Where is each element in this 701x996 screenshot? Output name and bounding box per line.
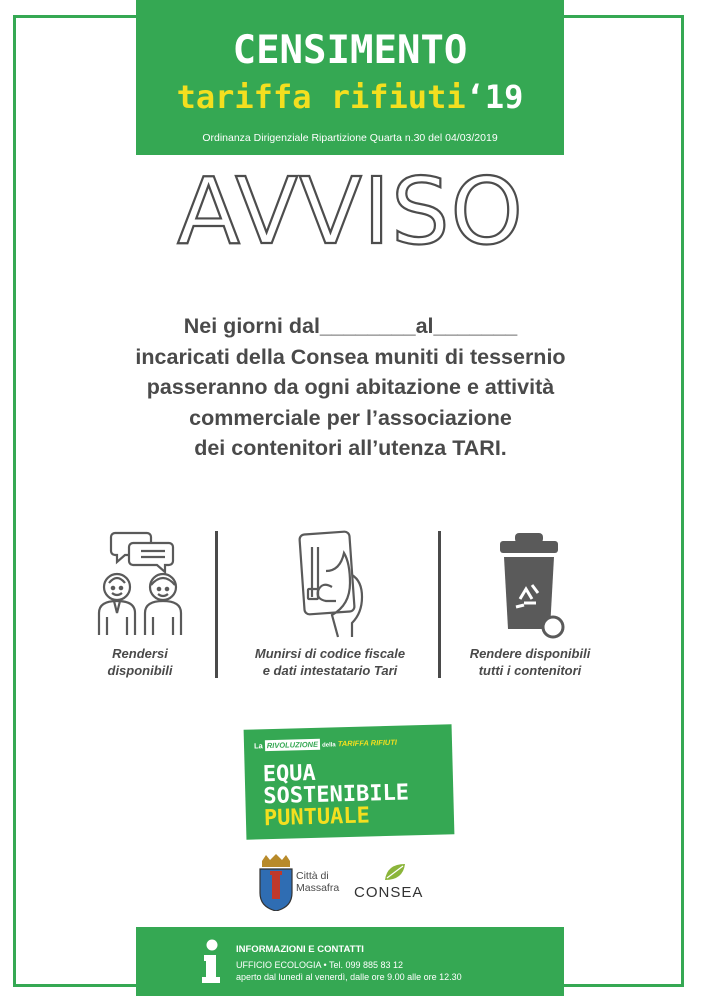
footer-hours: aperto dal lunedì al venerdì, dalle ore 9.00 alle ore 12.30 bbox=[236, 972, 462, 982]
step-caption-3 bbox=[430, 645, 630, 679]
notice-line: dei contenitori all’utenza TARI. bbox=[194, 436, 507, 460]
promo-tagline bbox=[254, 738, 397, 751]
promo-end: TARIFFA RIFIUTI bbox=[337, 737, 398, 749]
footer-contact: UFFICIO ECOLOGIA • Tel. 099 885 83 12 bbox=[236, 960, 404, 970]
notice-line: passeranno da ogni abitazione e attività bbox=[146, 375, 555, 399]
promo-line-3: PUNTUALE bbox=[263, 803, 371, 832]
city-crest-logo bbox=[258, 853, 294, 911]
promo-banner bbox=[244, 724, 455, 839]
step-caption-2 bbox=[230, 645, 430, 679]
notice-line: commerciale per l’associazione bbox=[189, 405, 512, 430]
hand-holding-card-icon bbox=[280, 527, 380, 639]
notice-line: incaricati della Consea muniti di tessernio bbox=[135, 344, 566, 369]
caption-line: tutti i contenitori bbox=[478, 663, 582, 678]
caption-line: e dati intestatario Tari bbox=[262, 663, 398, 678]
promo-mid: della bbox=[321, 742, 336, 749]
step-3 bbox=[440, 527, 620, 639]
consea-name: CONSEA bbox=[354, 884, 424, 901]
city-name bbox=[296, 870, 339, 894]
footer-banner bbox=[136, 927, 564, 996]
header-banner bbox=[136, 0, 564, 155]
footer-title: INFORMAZIONI E CONTATTI bbox=[236, 944, 364, 955]
promo-highlight: RIVOLUZIONE bbox=[265, 739, 321, 751]
recycle-bin-icon bbox=[480, 527, 580, 639]
ordinance-text: Ordinanza Dirigenziale Ripartizione Quarta n.30 del 04/03/2019 bbox=[202, 132, 498, 144]
people-talking-icon bbox=[85, 527, 195, 639]
city-name-line: Città di bbox=[296, 870, 329, 882]
consea-leaf-logo bbox=[383, 862, 407, 882]
city-name-line: Massafra bbox=[296, 882, 340, 894]
headline-text: AVVISO bbox=[177, 158, 524, 265]
step-1 bbox=[50, 527, 230, 639]
header-title: CENSIMENTO bbox=[232, 28, 468, 73]
promo-line-2: SOSTENIBILE bbox=[263, 780, 410, 810]
promo-pre: La bbox=[253, 741, 263, 751]
step-caption-1 bbox=[40, 645, 240, 679]
header-subtitle bbox=[136, 78, 564, 116]
subtitle-year: ‘19 bbox=[465, 78, 524, 116]
step-2 bbox=[240, 527, 420, 639]
notice-line: Nei giorni dal________al_______ bbox=[183, 314, 518, 338]
caption-line: disponibili bbox=[107, 663, 173, 678]
caption-line: Rendersi bbox=[112, 646, 168, 661]
promo-line-1: EQUA bbox=[262, 760, 317, 788]
notice-body bbox=[60, 311, 641, 464]
caption-line: Rendere disponibili bbox=[469, 646, 591, 661]
caption-line: Munirsi di codice fiscale bbox=[254, 646, 406, 661]
headline bbox=[0, 158, 701, 265]
info-icon bbox=[200, 939, 222, 985]
subtitle-text: tariffa rifiuti bbox=[176, 78, 466, 116]
